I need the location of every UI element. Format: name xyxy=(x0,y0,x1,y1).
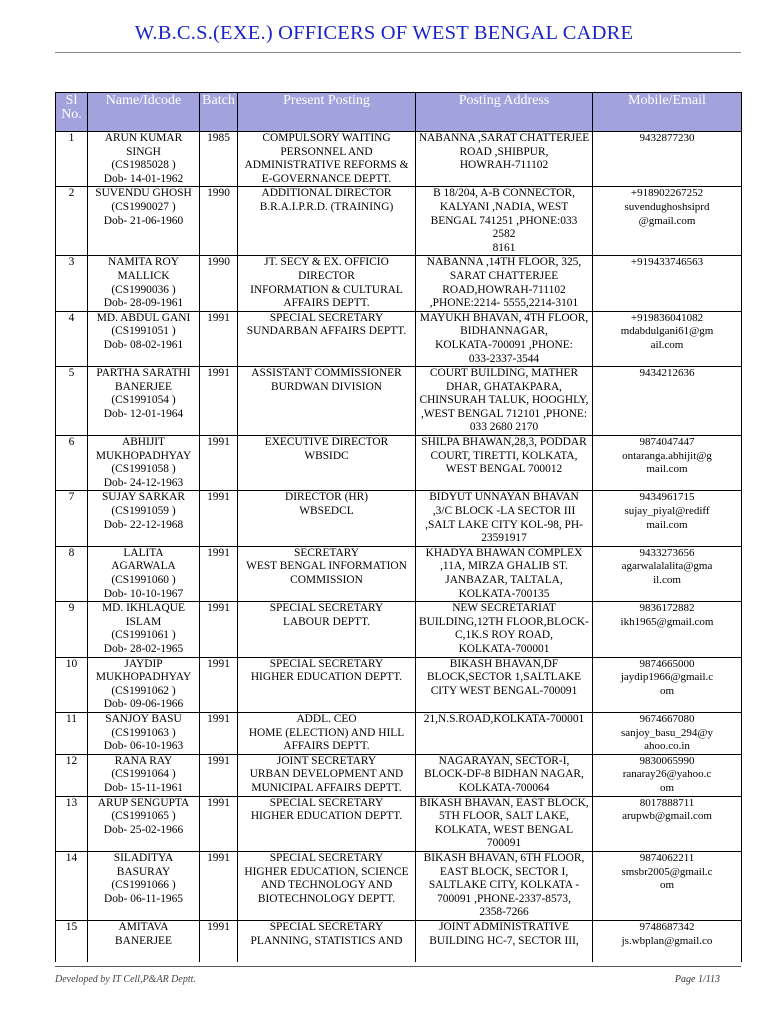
name-cell: SUJAY SARKAR (CS1991059 ) Dob- 22-12-1968 xyxy=(88,491,200,546)
sl-cell: 13 xyxy=(56,796,88,851)
table-row xyxy=(56,754,742,796)
posting-cell: SPECIAL SECRETARY SUNDARBAN AFFAIRS DEPTT. xyxy=(238,311,416,366)
posting-cell: EXECUTIVE DIRECTOR WBSIDC xyxy=(238,436,416,491)
page-number: Page 1/113 xyxy=(674,974,720,985)
sl-cell: 15 xyxy=(56,920,88,962)
batch-cell: 1991 xyxy=(200,311,238,366)
batch-cell: 1991 xyxy=(200,754,238,796)
table-row xyxy=(56,491,742,546)
table-row xyxy=(56,367,742,436)
name-cell: NAMITA ROY MALLICK (CS1990036 ) Dob- 28-09-1961 xyxy=(88,256,200,311)
column-header-batch: Batch xyxy=(200,93,238,132)
column-header-contact: Mobile/Email xyxy=(593,93,742,132)
sl-cell: 14 xyxy=(56,851,88,920)
sl-cell: 8 xyxy=(56,546,88,601)
contact-cell: 9836172882 ikh1965@gmail.com xyxy=(593,602,742,657)
name-cell: PARTHA SARATHI BANERJEE (CS1991054 ) Dob- 12-01-1964 xyxy=(88,367,200,436)
name-cell: RANA RAY (CS1991064 ) Dob- 15-11-1961 xyxy=(88,754,200,796)
footer-credit: Developed by IT Cell,P&AR Deptt. xyxy=(55,974,196,985)
column-header-posting: Present Posting xyxy=(238,93,416,132)
contact-cell: 9674667080 sanjoy_basu_294@y ahoo.co.in xyxy=(593,712,742,754)
contact-cell: 8017888711 arupwb@gmail.com xyxy=(593,796,742,851)
sl-cell: 5 xyxy=(56,367,88,436)
contact-cell: +919836041082 mdabdulgani61@gm ail.com xyxy=(593,311,742,366)
sl-cell: 10 xyxy=(56,657,88,712)
posting-cell: SPECIAL SECRETARY HIGHER EDUCATION, SCIENCE AND TECHNOLOGY AND BIOTECHNOLOGY DEPTT. xyxy=(238,851,416,920)
name-cell: ARUP SENGUPTA (CS1991065 ) Dob- 25-02-1966 xyxy=(88,796,200,851)
table-row xyxy=(56,311,742,366)
name-cell: JAYDIP MUKHOPADHYAY (CS1991062 ) Dob- 09-06-1966 xyxy=(88,657,200,712)
contact-cell: 9433273656 agarwalalalita@gma il.com xyxy=(593,546,742,601)
address-cell: SHILPA BHAWAN,28,3, PODDAR COURT, TIRETTI, KOLKATA, WEST BENGAL 700012 xyxy=(416,436,593,491)
posting-cell: ASSISTANT COMMISSIONER BURDWAN DIVISION xyxy=(238,367,416,436)
column-header-name: Name/Idcode xyxy=(88,93,200,132)
name-cell: SUVENDU GHOSH (CS1990027 ) Dob- 21-06-1960 xyxy=(88,187,200,256)
contact-cell: 9874047447 ontaranga.abhijit@g mail.com xyxy=(593,436,742,491)
batch-cell: 1990 xyxy=(200,187,238,256)
name-cell: ARUN KUMAR SINGH (CS1985028 ) Dob- 14-01-1962 xyxy=(88,132,200,187)
batch-cell: 1991 xyxy=(200,712,238,754)
batch-cell: 1985 xyxy=(200,132,238,187)
table-row xyxy=(56,187,742,256)
posting-cell: SPECIAL SECRETARY PLANNING, STATISTICS AND xyxy=(238,920,416,962)
table-row xyxy=(56,712,742,754)
contact-cell: 9830065990 ranaray26@yahoo.c om xyxy=(593,754,742,796)
address-cell: NABANNA ,SARAT CHATTERJEE ROAD ,SHIBPUR, HOWRAH-711102 xyxy=(416,132,593,187)
table-row xyxy=(56,920,742,962)
officers-table xyxy=(55,92,742,962)
address-cell: MAYUKH BHAVAN, 4TH FLOOR, BIDHANNAGAR, KOLKATA-700091 ,PHONE: 033-2337-3544 xyxy=(416,311,593,366)
address-cell: BIKASH BHAVAN,DF BLOCK,SECTOR 1,SALTLAKE CITY WEST BENGAL-700091 xyxy=(416,657,593,712)
contact-cell: 9434212636 xyxy=(593,367,742,436)
address-cell: NAGARAYAN, SECTOR-I, BLOCK-DF-8 BIDHAN NAGAR, KOLKATA-700064 xyxy=(416,754,593,796)
posting-cell: SECRETARY WEST BENGAL INFORMATION COMMISSION xyxy=(238,546,416,601)
contact-cell: +918902267252 suvendughoshsiprd @gmail.com xyxy=(593,187,742,256)
contact-cell: 9432877230 xyxy=(593,132,742,187)
contact-cell: 9434961715 sujay_piyal@rediff mail.com xyxy=(593,491,742,546)
batch-cell: 1991 xyxy=(200,436,238,491)
address-cell: BIKASH BHAVAN, EAST BLOCK, 5TH FLOOR, SALT LAKE, KOLKATA, WEST BENGAL 700091 xyxy=(416,796,593,851)
posting-cell: JOINT SECRETARY URBAN DEVELOPMENT AND MUNICIPAL AFFAIRS DEPTT. xyxy=(238,754,416,796)
table-row xyxy=(56,602,742,657)
name-cell: LALITA AGARWALA (CS1991060 ) Dob- 10-10-1967 xyxy=(88,546,200,601)
table-row xyxy=(56,546,742,601)
footer-divider xyxy=(55,966,741,967)
title-divider xyxy=(55,52,741,53)
posting-cell: SPECIAL SECRETARY HIGHER EDUCATION DEPTT. xyxy=(238,796,416,851)
address-cell: B 18/204, A-B CONNECTOR, KALYANI ,NADIA, WEST BENGAL 741251 ,PHONE:033 2582 8161 xyxy=(416,187,593,256)
column-header-address: Posting Address xyxy=(416,93,593,132)
posting-cell: SPECIAL SECRETARY LABOUR DEPTT. xyxy=(238,602,416,657)
address-cell: BIKASH BHAVAN, 6TH FLOOR, EAST BLOCK, SECTOR I, SALTLAKE CITY, KOLKATA - 700091 ,PHONE-2337-8573, 2358-7266 xyxy=(416,851,593,920)
posting-cell: JT. SECY & EX. OFFICIO DIRECTOR INFORMATION & CULTURAL AFFAIRS DEPTT. xyxy=(238,256,416,311)
name-cell: MD. ABDUL GANI (CS1991051 ) Dob- 08-02-1961 xyxy=(88,311,200,366)
address-cell: NEW SECRETARIAT BUILDING,12TH FLOOR,BLOCK- C,1K.S ROY ROAD, KOLKATA-700001 xyxy=(416,602,593,657)
table-row xyxy=(56,851,742,920)
batch-cell: 1990 xyxy=(200,256,238,311)
batch-cell: 1991 xyxy=(200,851,238,920)
posting-cell: ADDITIONAL DIRECTOR B.R.A.I.P.R.D. (TRAINING) xyxy=(238,187,416,256)
table-row xyxy=(56,796,742,851)
posting-cell: SPECIAL SECRETARY HIGHER EDUCATION DEPTT. xyxy=(238,657,416,712)
contact-cell: 9874062211 smsbr2005@gmail.c om xyxy=(593,851,742,920)
address-cell: JOINT ADMINISTRATIVE BUILDING HC-7, SECTOR III, xyxy=(416,920,593,962)
contact-cell: 9874665000 jaydip1966@gmail.c om xyxy=(593,657,742,712)
name-cell: ABHIJIT MUKHOPADHYAY (CS1991058 ) Dob- 24-12-1963 xyxy=(88,436,200,491)
sl-cell: 1 xyxy=(56,132,88,187)
address-cell: 21,N.S.ROAD,KOLKATA-700001 xyxy=(416,712,593,754)
posting-cell: DIRECTOR (HR) WBSEDCL xyxy=(238,491,416,546)
page-title: W.B.C.S.(EXE.) OFFICERS OF WEST BENGAL CADRE xyxy=(134,22,634,44)
address-cell: KHADYA BHAWAN COMPLEX ,11A, MIRZA GHALIB ST. JANBAZAR, TALTALA, KOLKATA-700135 xyxy=(416,546,593,601)
sl-cell: 11 xyxy=(56,712,88,754)
sl-cell: 9 xyxy=(56,602,88,657)
table-row xyxy=(56,132,742,187)
name-cell: SANJOY BASU (CS1991063 ) Dob- 06-10-1963 xyxy=(88,712,200,754)
batch-cell: 1991 xyxy=(200,796,238,851)
contact-cell: +919433746563 xyxy=(593,256,742,311)
address-cell: COURT BUILDING, MATHER DHAR, GHATAKPARA, CHINSURAH TALUK, HOOGHLY, ,WEST BENGAL 712101 ,PHONE: 033 2680 2170 xyxy=(416,367,593,436)
batch-cell: 1991 xyxy=(200,367,238,436)
sl-cell: 6 xyxy=(56,436,88,491)
batch-cell: 1991 xyxy=(200,546,238,601)
posting-cell: ADDL. CEO HOME (ELECTION) AND HILL AFFAIRS DEPTT. xyxy=(238,712,416,754)
sl-cell: 7 xyxy=(56,491,88,546)
batch-cell: 1991 xyxy=(200,602,238,657)
name-cell: AMITAVA BANERJEE xyxy=(88,920,200,962)
batch-cell: 1991 xyxy=(200,491,238,546)
sl-cell: 3 xyxy=(56,256,88,311)
column-header-sl: Sl No. xyxy=(56,93,88,132)
table-header-row xyxy=(56,93,742,132)
table-row xyxy=(56,436,742,491)
contact-cell: 9748687342 js.wbplan@gmail.co xyxy=(593,920,742,962)
batch-cell: 1991 xyxy=(200,920,238,962)
sl-cell: 12 xyxy=(56,754,88,796)
batch-cell: 1991 xyxy=(200,657,238,712)
table-row xyxy=(56,657,742,712)
posting-cell: COMPULSORY WAITING PERSONNEL AND ADMINISTRATIVE REFORMS & E-GOVERNANCE DEPTT. xyxy=(238,132,416,187)
address-cell: NABANNA ,14TH FLOOR, 325, SARAT CHATTERJEE ROAD,HOWRAH-711102 ,PHONE:2214- 5555,2214-3101 xyxy=(416,256,593,311)
address-cell: BIDYUT UNNAYAN BHAVAN ,3/C BLOCK -LA SECTOR III ,SALT LAKE CITY KOL-98, PH- 23591917 xyxy=(416,491,593,546)
table-row xyxy=(56,256,742,311)
sl-cell: 2 xyxy=(56,187,88,256)
name-cell: SILADITYA BASURAY (CS1991066 ) Dob- 06-11-1965 xyxy=(88,851,200,920)
name-cell: MD. IKHLAQUE ISLAM (CS1991061 ) Dob- 28-02-1965 xyxy=(88,602,200,657)
sl-cell: 4 xyxy=(56,311,88,366)
